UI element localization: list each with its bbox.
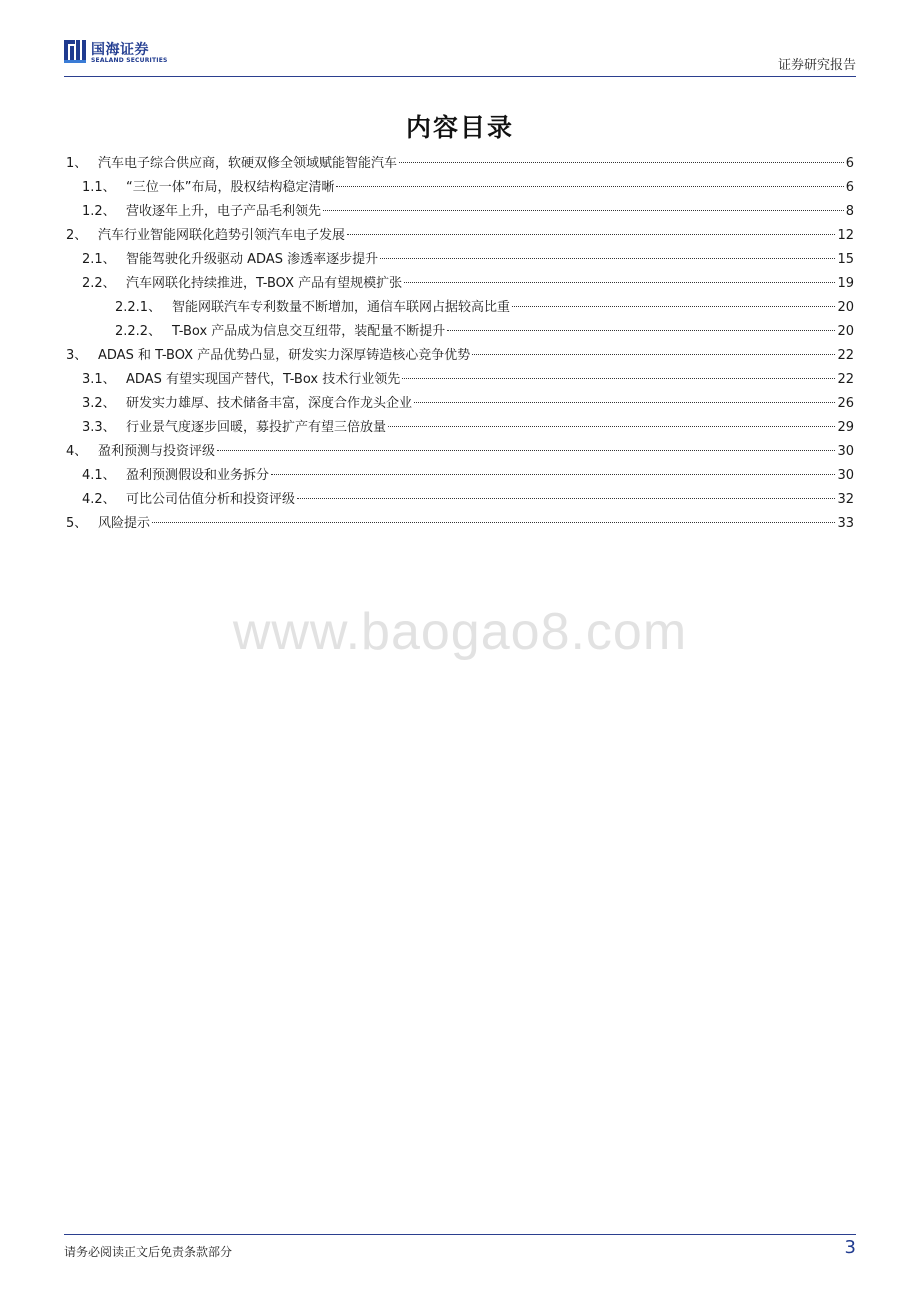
toc-entry-page: 22: [837, 372, 854, 387]
toc-entry[interactable]: [66, 296, 854, 320]
page-footer: [64, 1234, 856, 1265]
toc-entry-number: 2.2、: [82, 276, 116, 291]
toc-entry-number: 3.1、: [82, 372, 116, 387]
toc-entry[interactable]: [66, 248, 854, 272]
toc-entry[interactable]: [66, 176, 854, 200]
toc-entry-title: 营收逐年上升，电子产品毛利领先: [126, 204, 322, 219]
toc-entry-number: 5、: [66, 516, 88, 531]
toc-leader-dots: [347, 234, 835, 235]
toc-entry[interactable]: [66, 152, 854, 176]
toc-entry-page: 30: [837, 468, 854, 483]
toc-entry-title: ADAS 和 T-BOX 产品优势凸显，研发实力深厚铸造核心竞争优势: [98, 348, 471, 363]
table-of-contents: [66, 152, 854, 536]
toc-leader-dots: [271, 474, 835, 475]
toc-entry-number: 2.1、: [82, 252, 116, 267]
toc-entry-number: 4、: [66, 444, 88, 459]
toc-entry-number: 3、: [66, 348, 88, 363]
toc-entry[interactable]: [66, 416, 854, 440]
toc-entry-page: 8: [845, 204, 854, 219]
toc-leader-dots: [512, 306, 835, 307]
sealand-logo-icon: [64, 38, 88, 64]
toc-leader-dots: [414, 402, 835, 403]
toc-entry-title: ADAS 有望实现国产替代，T-Box 技术行业领先: [126, 372, 401, 387]
sealand-logo: [64, 38, 174, 68]
toc-entry-page: 6: [845, 156, 854, 171]
toc-entry-number: 2、: [66, 228, 88, 243]
toc-leader-dots: [402, 378, 835, 379]
toc-entry[interactable]: [66, 488, 854, 512]
toc-entry-page: 20: [837, 300, 854, 315]
toc-entry-page: 30: [837, 444, 854, 459]
toc-leader-dots: [447, 330, 835, 331]
logo-english-name: SEALAND SECURITIES: [91, 57, 168, 64]
toc-leader-dots: [297, 498, 835, 499]
toc-entry[interactable]: [66, 512, 854, 536]
toc-title: 内容目录: [405, 113, 514, 142]
toc-entry-page: 33: [837, 516, 854, 531]
toc-entry-title: 盈利预测假设和业务拆分: [126, 468, 270, 483]
toc-leader-dots: [404, 282, 835, 283]
watermark: www.baogao8.com: [232, 603, 688, 661]
toc-entry-title: 可比公司估值分析和投资评级: [126, 492, 296, 507]
toc-entry-title: T-Box 产品成为信息交互纽带，装配量不断提升: [172, 324, 446, 339]
toc-entry-title: 智能驾驶化升级驱动 ADAS 渗透率逐步提升: [126, 252, 379, 267]
toc-entry-page: 15: [837, 252, 854, 267]
page-header: [64, 36, 856, 77]
toc-entry-page: 20: [837, 324, 854, 339]
toc-entry-number: 2.2.1、: [115, 300, 162, 315]
toc-entry-title: 汽车行业智能网联化趋势引领汽车电子发展: [98, 228, 346, 243]
toc-entry-title: 风险提示: [98, 516, 151, 531]
toc-entry-title: 盈利预测与投资评级: [98, 444, 216, 459]
toc-leader-dots: [336, 186, 843, 187]
toc-leader-dots: [323, 210, 844, 211]
toc-entry-page: 29: [837, 420, 854, 435]
page-number: 3: [844, 1237, 856, 1258]
toc-entry-page: 32: [837, 492, 854, 507]
toc-leader-dots: [380, 258, 835, 259]
toc-entry[interactable]: [66, 224, 854, 248]
toc-entry[interactable]: [66, 464, 854, 488]
toc-entry-page: 12: [837, 228, 854, 243]
toc-entry-number: 3.3、: [82, 420, 116, 435]
toc-leader-dots: [399, 162, 844, 163]
toc-entry-page: 19: [837, 276, 854, 291]
toc-entry[interactable]: [66, 344, 854, 368]
toc-entry-title: 智能网联汽车专利数量不断增加，通信车联网占据较高比重: [172, 300, 511, 315]
toc-entry-title: 行业景气度逐步回暖，募投扩产有望三倍放量: [126, 420, 387, 435]
toc-leader-dots: [388, 426, 835, 427]
toc-entry[interactable]: [66, 320, 854, 344]
toc-entry-page: 6: [845, 180, 854, 195]
toc-entry[interactable]: [66, 440, 854, 464]
logo-chinese-name: 国海证券: [91, 42, 149, 58]
toc-entry-title: 汽车网联化持续推进，T-BOX 产品有望规模扩张: [126, 276, 403, 291]
disclaimer-note: 请务必阅读正文后免责条款部分: [64, 1245, 233, 1259]
toc-entry-number: 4.1、: [82, 468, 116, 483]
toc-entry[interactable]: [66, 392, 854, 416]
toc-leader-dots: [217, 450, 835, 451]
toc-entry[interactable]: [66, 272, 854, 296]
toc-entry-number: 4.2、: [82, 492, 116, 507]
toc-entry-page: 26: [837, 396, 854, 411]
toc-entry-page: 22: [837, 348, 854, 363]
report-type-label: 证券研究报告: [777, 58, 856, 73]
toc-entry-number: 2.2.2、: [115, 324, 162, 339]
toc-entry-number: 1.1、: [82, 180, 116, 195]
toc-entry-title: “三位一体”布局，股权结构稳定清晰: [126, 180, 335, 195]
toc-entry-number: 3.2、: [82, 396, 116, 411]
toc-leader-dots: [472, 354, 835, 355]
toc-entry[interactable]: [66, 200, 854, 224]
toc-leader-dots: [152, 522, 835, 523]
toc-entry[interactable]: [66, 368, 854, 392]
toc-entry-number: 1、: [66, 156, 88, 171]
toc-entry-title: 汽车电子综合供应商，软硬双修全领域赋能智能汽车: [98, 156, 398, 171]
toc-entry-title: 研发实力雄厚、技术储备丰富，深度合作龙头企业: [126, 396, 413, 411]
toc-entry-number: 1.2、: [82, 204, 116, 219]
